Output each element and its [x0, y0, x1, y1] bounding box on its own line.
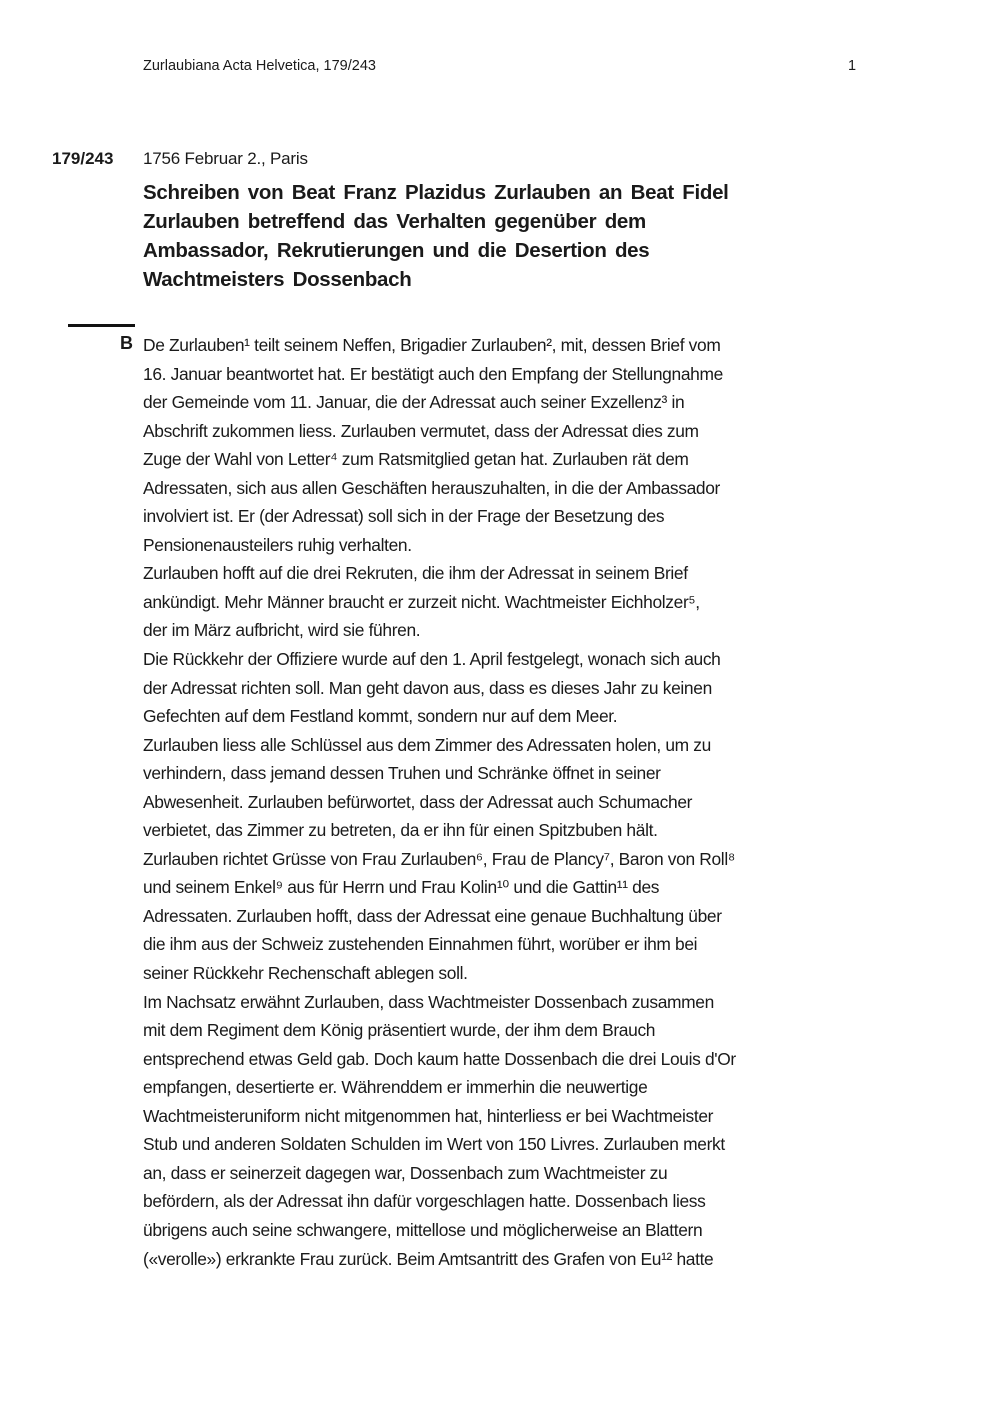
body-line: involviert ist. Er (der Adressat) soll sich in der Frage der Besetzung des	[143, 506, 665, 527]
body-line: Im Nachsatz erwähnt Zurlauben, dass Wachtmeister Dossenbach zusammen	[143, 991, 714, 1012]
body-line: Zurlauben liess alle Schlüssel aus dem Zimmer des Adressaten holen, um zu	[143, 734, 711, 755]
body-line: De Zurlauben¹ teilt seinem Neffen, Brigadier Zurlauben², mit, dessen Brief vom	[143, 335, 721, 355]
body-line: Die Rückkehr der Offiziere wurde auf den 1. April festgelegt, wonach sich auch	[143, 649, 721, 670]
body-line: die ihm aus der Schweiz zustehenden Einnahmen führt, worüber er ihm bei	[143, 934, 698, 955]
body-line: befördern, als der Adressat ihn dafür vorgeschlagen hatte. Dossenbach liess	[143, 1191, 706, 1212]
page-number: 1	[848, 58, 857, 74]
body-line: entsprechend etwas Geld gab. Doch kaum hatte Dossenbach die drei Louis d'Or	[143, 1048, 736, 1069]
body-line: ankündigt. Mehr Männer braucht er zurzeit nicht. Wachtmeister Eichholzer⁵,	[143, 591, 700, 612]
body-line: Wachtmeisteruniform nicht mitgenommen hat, hinterliess er bei Wachtmeister	[143, 1105, 714, 1126]
document-number: 179/243	[52, 149, 114, 168]
body-line: an, dass er seinerzeit dagegen war, Dossenbach zum Wachtmeister zu	[143, 1162, 668, 1183]
section-divider	[68, 324, 135, 327]
body-line: mit dem Regiment dem König präsentiert wurde, der ihm dem Brauch	[143, 1020, 656, 1041]
body-line: Zurlauben hofft auf die drei Rekruten, die ihm der Adressat in seinem Brief	[143, 563, 688, 584]
running-header-title: Zurlaubiana Acta Helvetica, 179/243	[143, 58, 376, 74]
body-line: Pensionenausteilers ruhig verhalten.	[143, 534, 412, 555]
body-line: Abwesenheit. Zurlauben befürwortet, dass der Adressat auch Schumacher	[143, 791, 693, 812]
body-line: Stub und anderen Soldaten Schulden im Wert von 150 Livres. Zurlauben merkt	[143, 1134, 725, 1155]
dateline: 1756 Februar 2., Paris	[143, 149, 308, 168]
body-line: Zurlauben richtet Grüsse von Frau Zurlauben⁶, Frau de Plancy⁷, Baron von Roll⁸	[143, 848, 735, 869]
body-line: seiner Rückkehr Rechenschaft ablegen soll.	[143, 963, 468, 984]
body-line: Zuge der Wahl von Letter⁴ zum Ratsmitglied getan hat. Zurlauben rät dem	[143, 449, 689, 470]
body-line: der Gemeinde vom 11. Januar, die der Adressat auch seiner Exzellenz³ in	[143, 392, 685, 413]
body-line: Adressaten. Zurlauben hofft, dass der Adressat eine genaue Buchhaltung über	[143, 905, 722, 926]
title-line: Zurlauben betreffend das Verhalten gegenüber dem	[143, 210, 646, 233]
document-title	[143, 178, 729, 294]
section-marker: B	[120, 333, 133, 353]
body-line: («verolle») erkrankte Frau zurück. Beim Amtsantritt des Grafen von Eu¹² hatte	[143, 1248, 714, 1269]
body-line: 16. Januar beantwortet hat. Er bestätigt auch den Empfang der Stellungnahme	[143, 363, 723, 384]
title-line: Wachtmeisters Dossenbach	[143, 268, 412, 291]
body-line: übrigens auch seine schwangere, mittellose und möglicherweise an Blattern	[143, 1219, 703, 1240]
body-line: Adressaten, sich aus allen Geschäften herauszuhalten, in die der Ambassador	[143, 477, 720, 498]
regest-body	[143, 331, 736, 1273]
body-line: verbietet, das Zimmer zu betreten, da er ihn für einen Spitzbuben hält.	[143, 820, 658, 841]
body-line: verhindern, dass jemand dessen Truhen und Schränke öffnet in seiner	[143, 763, 661, 784]
body-line: und seinem Enkel⁹ aus für Herrn und Frau Kolin¹⁰ und die Gattin¹¹ des	[143, 877, 660, 898]
body-line: Abschrift zukommen liess. Zurlauben vermutet, dass der Adressat dies zum	[143, 420, 699, 441]
body-line: Gefechten auf dem Festland kommt, sondern nur auf dem Meer.	[143, 706, 618, 727]
body-line: empfangen, desertierte er. Währenddem er immerhin die neuwertige	[143, 1077, 648, 1098]
title-line: Ambassador, Rekrutierungen und die Desertion des	[143, 239, 650, 262]
body-line: der im März aufbricht, wird sie führen.	[143, 620, 421, 641]
body-line: der Adressat richten soll. Man geht davon aus, dass es dieses Jahr zu keinen	[143, 677, 712, 698]
title-line: Schreiben von Beat Franz Plazidus Zurlauben an Beat Fidel	[143, 181, 729, 204]
